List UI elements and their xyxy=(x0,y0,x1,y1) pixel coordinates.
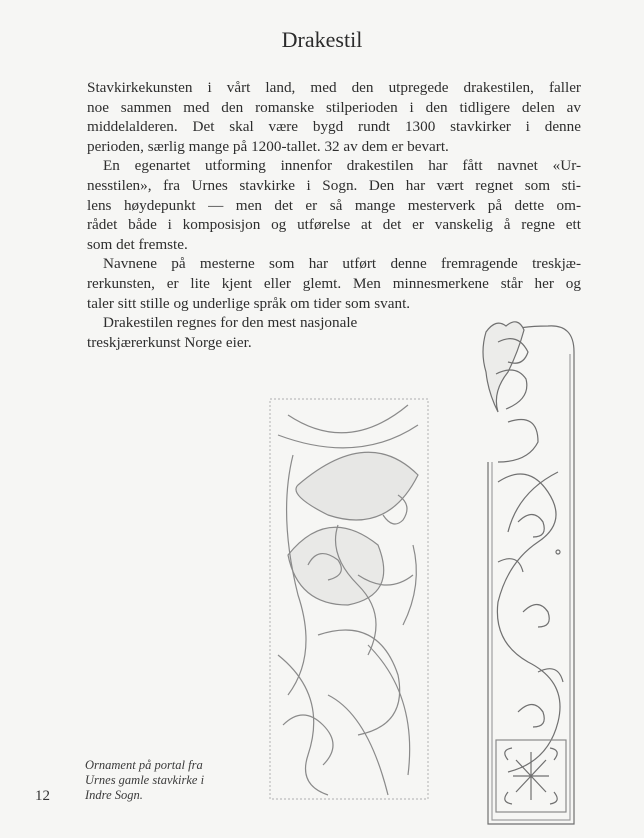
text-line: Stavkirkekunsten i vårt land, med den utpregede drakestilen, faller xyxy=(87,79,581,96)
text-line: En egenartet utforming innenfor drakestilen har fått navnet «Ur- xyxy=(103,157,581,175)
page-title: Drakestil xyxy=(281,27,363,52)
portal-plank-illustration xyxy=(478,312,578,830)
text-line: Drakestilen regnes for den mest nasjonale xyxy=(103,314,358,332)
urnes-carving-illustration xyxy=(268,395,430,803)
text-line: taler sitt stille og underlige språk om tider som svant. xyxy=(87,294,411,312)
text-line: lens høydepunkt — men det er så mange mesterverk på dette om- xyxy=(87,196,581,214)
figure-caption xyxy=(85,758,255,803)
text-line: nesstilen», fra Urnes stavkirke i Sogn. Den har vært regnet som sti- xyxy=(87,176,581,194)
text-line: treskjærerkunst Norge eier. xyxy=(87,333,252,351)
paragraph-1 xyxy=(87,78,581,156)
caption-line: Urnes gamle stavkirke i xyxy=(85,773,205,787)
text-line: middelalderen. Det skal være bygd rundt 1300 stavkirker i denne xyxy=(87,118,581,136)
page-number: 12 xyxy=(35,788,50,804)
text-line: Navnene på mesterne som har utført denne fremragende treskjæ- xyxy=(103,255,581,273)
caption-line: Ornament på portal fra xyxy=(85,758,203,772)
paragraph-3 xyxy=(87,254,581,313)
text-line: perioden, særlig mange på 1200-tallet. 32 av dem er bevart. xyxy=(87,137,449,155)
text-line: rådet både i komposisjon og utførelse at det er vanskelig å regne ett xyxy=(87,216,581,234)
text-line: rerkunsten, er lite kjent eller glemt. Men minnesmerkene står her og xyxy=(87,274,581,292)
text-line: noe sammen med den romanske stilperioden i den tidligere delen av xyxy=(87,98,581,116)
caption-line: Indre Sogn. xyxy=(85,788,143,802)
paragraph-2 xyxy=(87,156,581,254)
text-line: som det fremste. xyxy=(87,235,188,253)
